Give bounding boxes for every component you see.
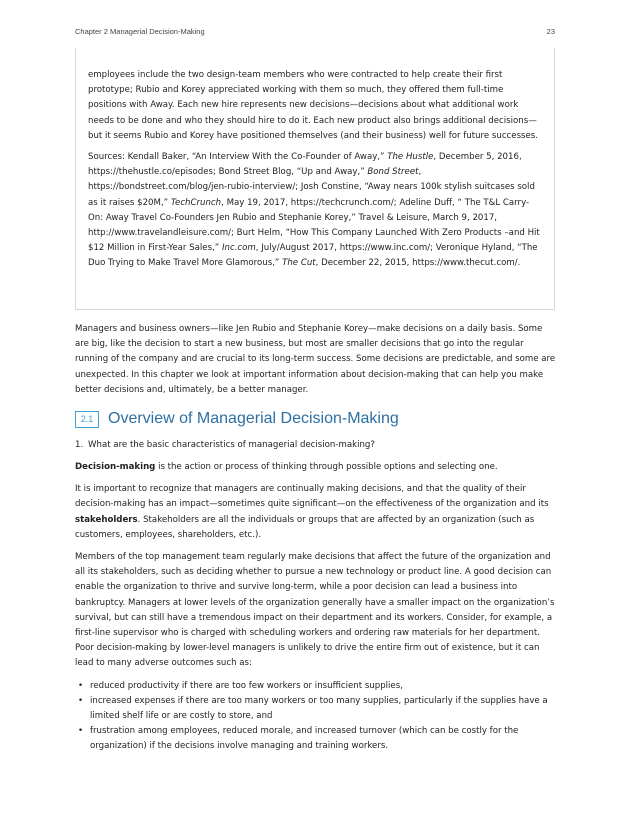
list-item bbox=[75, 694, 558, 724]
bullet-glyph: • bbox=[78, 695, 84, 706]
list-item-text: frustration among employees, reduced morale, and increased turnover (which can be costly for the organization) if the decisions involve managing and training workers. bbox=[90, 726, 519, 752]
section-number-badge: 2.1 bbox=[75, 411, 99, 428]
sources-text: , May 19, 2017, https://techcrunch.com/; Adeline Duff, “ The T&L Carry-On: Away Travel Co-Founders Jen Rubio and Stephanie Korey,” Travel & Leisure, March 9, 2017, http://www.travelandleisure.com/; Burt Helm, “How This Company Launched With Zero Products –and Hit $12 Million in First-Year Sales,” bbox=[88, 197, 540, 254]
sources-paragraph bbox=[88, 150, 542, 272]
definition-paragraph bbox=[75, 460, 558, 475]
feature-box bbox=[75, 48, 555, 310]
feature-box-paragraph: employees include the two design-team members who were contracted to help create their first prototype; Rubio and Korey appreciated working with them so much, they offered them full-time positions with Away. Each new hire represents new decisions—decisions about what additional work needs to be done and who they should hire to do it. Each new product also brings additional decisions—but it seems Rubio and Korey have positioned themselves (and their business) well for future successes. bbox=[88, 70, 539, 141]
paragraph-text: It is important to recognize that managers are continually making decisions, and that the quality of their decision-making has an impact—sometimes quite significant—on the effectiveness of the organization and its bbox=[75, 484, 549, 510]
sources-text: , July/August 2017, https://www.inc.com/; Veronique Hyland, “The Duo Trying to Make Travel More Glamorous,” bbox=[88, 243, 538, 269]
list-item-text: reduced productivity if there are too few workers or insufficient supplies, bbox=[90, 680, 403, 691]
intro-paragraph: Managers and business owners—like Jen Rubio and Stephanie Korey—make decisions on a daily basis. Some are big, like the decision to start a new business, but most are smaller decisions that go into the regular running of the company and are crucial to its long-term success. Some decisions are predictable, and some are unexpected. In this chapter we look at important information about decision-making that can help you make better decisions and, ultimately, be a better manager. bbox=[75, 324, 556, 395]
key-term-stakeholders: stakeholders bbox=[75, 514, 138, 525]
page-number: 23 bbox=[546, 27, 555, 36]
sources-text: , December 5, 2016, https://thehustle.co/episodes; Bond Street Blog, “Up and Away,” bbox=[88, 152, 522, 178]
source-title: TechCrunch bbox=[170, 197, 222, 208]
list-item-text: increased expenses if there are too many workers or too many supplies, particularly if the supplies have a limited shelf life or are costly to store, and bbox=[90, 695, 548, 722]
key-term-decision-making: Decision-making bbox=[75, 462, 156, 473]
source-title: Bond Street bbox=[367, 167, 419, 178]
definition-text: is the action or process of thinking through possible options and selecting one. bbox=[155, 462, 498, 473]
objective-number: 1. bbox=[75, 440, 84, 451]
section-title: Overview of Managerial Decision-Making bbox=[108, 410, 399, 428]
source-title: The Cut bbox=[282, 258, 316, 269]
objective-text: What are the basic characteristics of managerial decision-making? bbox=[88, 440, 375, 451]
section-heading bbox=[75, 410, 558, 428]
stakeholders-paragraph bbox=[75, 482, 558, 543]
bullet-glyph: • bbox=[78, 680, 84, 691]
outcomes-list bbox=[75, 679, 558, 755]
learning-objective-item bbox=[75, 438, 558, 453]
chapter-title: Chapter 2 Managerial Decision-Making bbox=[75, 27, 205, 36]
sources-text: Sources: Kendall Baker, “An Interview With the Co-Founder of Away,” bbox=[88, 152, 388, 163]
paragraph-text: . Stakeholders are all the individuals or groups that are affected by an organization (such as customers, employees, shareholders, etc.). bbox=[75, 514, 535, 540]
source-title: Inc.com bbox=[221, 243, 256, 254]
main-content bbox=[75, 322, 558, 755]
page-header bbox=[75, 27, 555, 39]
list-item bbox=[75, 679, 558, 694]
management-paragraph: Members of the top management team regularly make decisions that affect the future of the organization and all its stakeholders, such as deciding whether to pursue a new technology or product line. A good decision can enable the organization to thrive and survive long-term, while a poor decision can lead a business into bankruptcy. Managers at lower levels of the organization generally have a smaller impact on the organization’s survival, but can still have a tremendous impact on their department and its workers. Consider, for example, a first-line supervisor who is charged with scheduling workers and ordering raw materials for her department. Poor decision-making by lower-level managers is unlikely to drive the entire firm out of existence, but it can lead to many adverse outcomes such as: bbox=[75, 552, 555, 669]
list-item bbox=[75, 724, 558, 754]
sources-text: , December 22, 2015, https://www.thecut.com/. bbox=[315, 258, 521, 269]
source-title: The Hustle bbox=[387, 152, 434, 163]
learning-objectives bbox=[75, 438, 558, 453]
bullet-glyph: • bbox=[78, 726, 84, 737]
sources-text: , https://bondstreet.com/blog/jen-rubio-interview/; Josh Constine, “Away nears 100k stylish suitcases sold as it raises $20M,” bbox=[88, 167, 535, 208]
